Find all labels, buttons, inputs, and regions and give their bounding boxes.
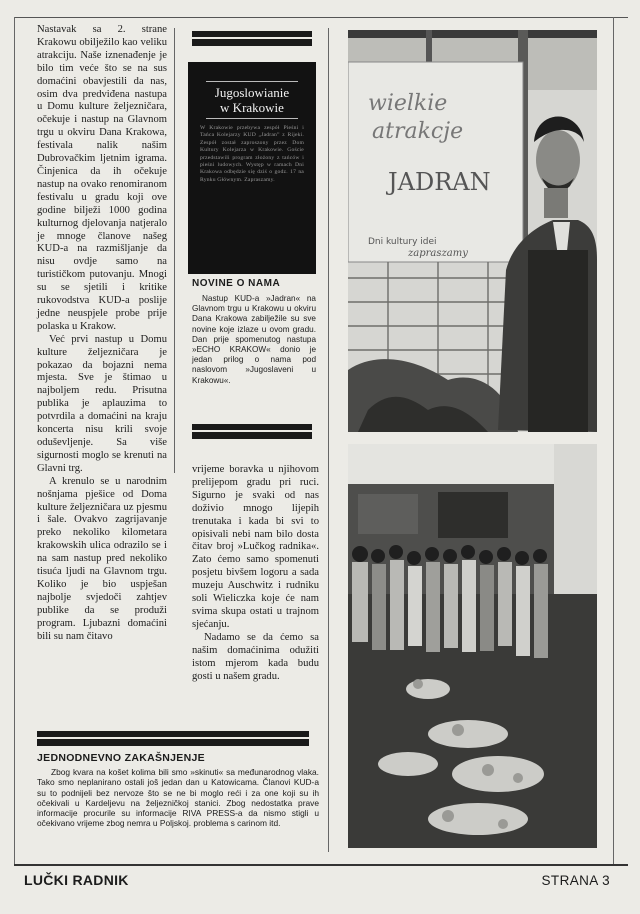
- main-article-column: [37, 24, 167, 644]
- article-paragraph: Nadamo se da ćemo sa našim domaćinima odužiti istom mjerom kada budu gosti u našem gradu.: [192, 631, 319, 682]
- photo-group-illustration: [348, 444, 597, 848]
- poster-text-2: atrakcje: [372, 119, 464, 144]
- article-paragraph: A krenulo se u narodnim nošnjama pješice od Doma kulture željezničara uz pjesmu i šale. Ovakvo zagrijavanje preko nekoliko kilometara krakowskih ulica odrazilo se i na sam nastup pred nekoliko tisuća ljudi na Glavnom trgu. Koliko je bio uspješan najbolje svjedoči zahtjev publike da se produži program. Ljubazni domaćini bili su nam čitavo: [37, 475, 167, 642]
- column-rule-left: [174, 28, 175, 473]
- bottom-article-body: [37, 767, 319, 829]
- footer-rule: [14, 864, 628, 866]
- top-rule: [14, 17, 628, 18]
- poster-jadran-text: JADRAN: [388, 168, 491, 196]
- novine-body: [192, 294, 316, 386]
- page-left-border: [14, 17, 15, 865]
- decorative-bar: [192, 31, 312, 46]
- clipping-body: W Krakowie przebywa zespół Pieśni i Tańca Kolejarzy KUD „Jadran” z Rijeki. Zespół został zaproszony przez Dom Kultury Kolejarza w Krakowie. Goście przedstawili program złożony z tańców i pieśni ludowych. Występ w ramach Dni Krakowa odbędzie się dziś o godz. 17 na Rynku Głównym. Zapraszamy.: [200, 125, 304, 183]
- novine-paragraph: Nastup KUD-a »Jadran« na Glavnom trgu u Krakowu u okviru Dana Krakowa zabilježile su sve novine koje izlaze u ovom gradu. Dan prije spomenutog nastupa »ECHO KRAKOW« donio je jedan prilog o nama pod naslovom »Jugoslaveni u Krakowu«.: [192, 294, 316, 385]
- clipping-rule: [206, 81, 298, 82]
- photo-man-illustration: [348, 30, 597, 432]
- poster-small-text: Dni kultury idei: [368, 237, 437, 247]
- article-paragraph: Već prvi nastup u Domu kulture željezničara je pokazao da bojazni nema mjesta. Sve je štimao u najboljem redu. Prisutna publika je aplauzima to potvrdila a domaćini na kraju koncerta nisu krili svoje oduševljenje. Sa više sigurnosti moglo se krenuti na Glavni trg.: [37, 333, 167, 474]
- photo-group-memorial: [348, 444, 597, 848]
- clipping-title-line1: Jugoslowianie: [214, 85, 290, 100]
- article-paragraph: vrijeme boravka u njihovom prelijepom gradu pri ruci. Sigurno je svaki od nas doživio mnogo lijepih trenutaka i kada bi svi to opisivali nebi nam bilo dosta čitav broj »Lučkog radnika«. Zato ćemo samo spomenuti posjetu bivšem logoru a sada muzeju Auschwitz i rudniku soli Wieliczka koje će nam svima skupa ostati u trajnom sjećanju.: [192, 464, 319, 630]
- publication-name: LUČKI RADNIK: [24, 872, 129, 888]
- clipping-title-line2: w Krakowie: [220, 100, 284, 115]
- article-continuation: [192, 464, 319, 683]
- bottom-article-heading: JEDNODNEVNO ZAKAŠNJENJE: [37, 752, 205, 764]
- decorative-bar: [192, 424, 312, 439]
- photo-man-with-poster: [348, 30, 597, 432]
- page-number: STRANA 3: [541, 873, 610, 888]
- newspaper-clipping: [188, 62, 316, 274]
- poster-small-text-2: zapraszamy: [408, 248, 468, 259]
- article-paragraph: Nastavak sa 2. strane Krakowu obilježilo kao veliku atrakciju. Naše iznenađenje je bilo tim veće što se na sus domaćini obavjestili da nas, osim dva predviđena nastupa u Domu kulture željezničara, očekuje i nastup na Glavnom trgu u okviru Dana Krakowa, festivala nalik našim Dubrovačkim ljetnim igrama. Činjenica da ih očekuje nastup na ovako renomiranom festivalu u gradu koji ove godine bilježi 1000 godina kulturnog djelovanja natjeralo je mnoge članove našeg KUD-a na razmišljanje da nisu ovdje samo na turističkom putovanju. Mnogi su se sjetili i kritike rukovodstva KUD-a poslije jedne neuspjele probe prije polaska u Krakow.: [37, 24, 167, 332]
- novine-heading: NOVINE O NAMA: [192, 278, 281, 289]
- clipping-rule: [206, 118, 298, 119]
- column-rule-right: [328, 28, 329, 852]
- bottom-article-paragraph: Zbog kvara na košet kolima bili smo »skinuti« sa međunarodnog vlaka. Tako smo neplanirano ostali još jedan dan u Katowicama. Članovi KUD-a su to podnijeli bez nervoze što se ne bi moglo reći i za one koji su ih očekivali u Kardeljevu na željezničkoj stanici. Zbog nedostatka prave informacije procurile su informacije RIVA PRESS-a da nismo stigli u očekivano vrijeme zbog nemra u Poljskoj. problema s carinom itd.: [37, 767, 319, 829]
- page-right-border: [613, 17, 614, 865]
- clipping-title: [188, 62, 316, 119]
- decorative-bar: [37, 731, 309, 746]
- poster-text-1: wielkie: [368, 91, 448, 116]
